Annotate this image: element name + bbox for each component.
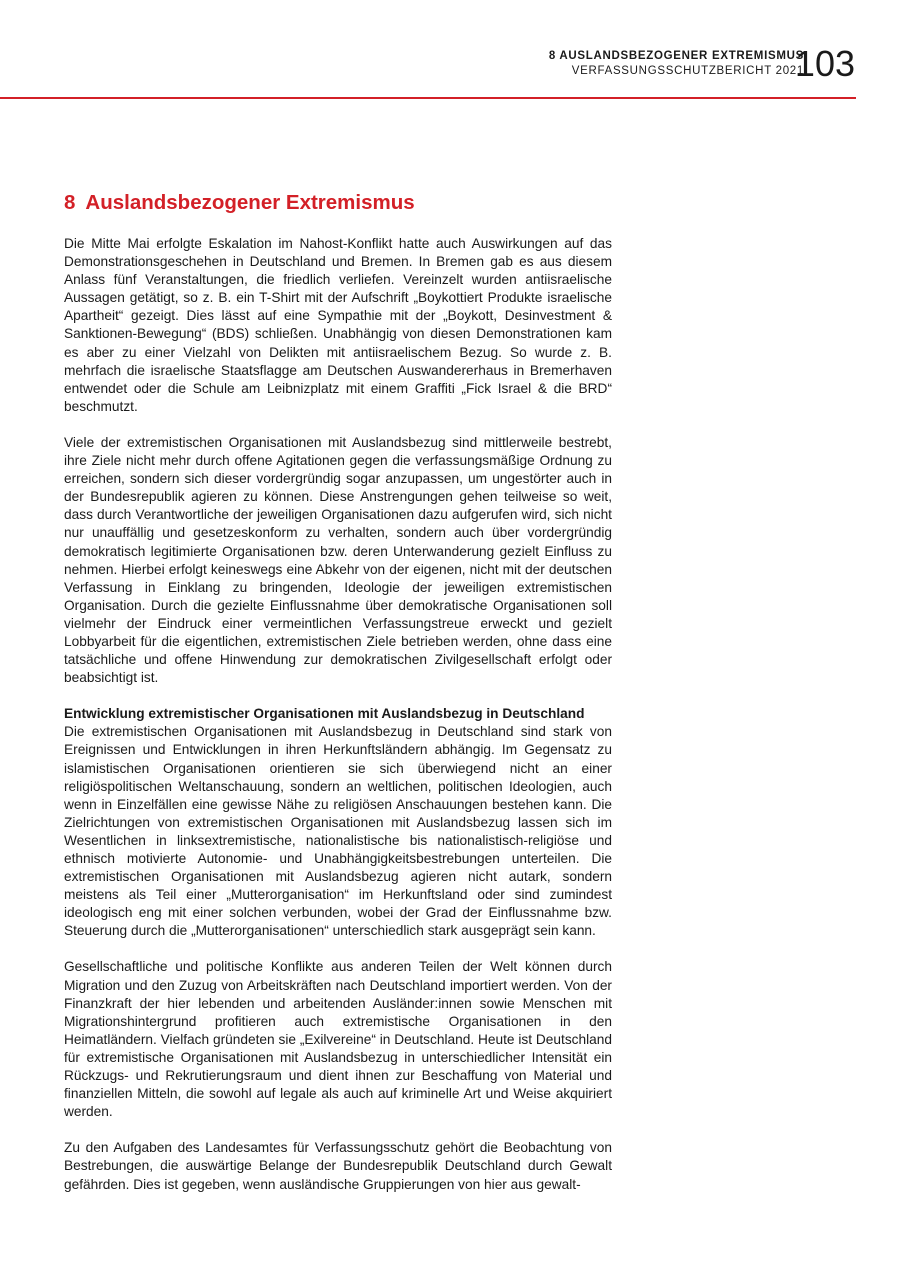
body-paragraph: Zu den Aufgaben des Landesamtes für Verfassungsschutz gehört die Beobachtung von Bestrebungen, die auswärtige Belange der Bundesrepublik Deutschland durch Gewalt gefährden. Dies ist gegeben, wenn ausländische Gruppierungen von hier aus gewalt- (64, 1140, 612, 1192)
section-number: 8 (64, 191, 76, 214)
page-header (0, 0, 900, 100)
header-report-title: VERFASSUNGSSCHUTZBERICHT 2021 (571, 65, 804, 77)
header-chapter-title: 8 AUSLANDSBEZOGENER EXTREMISMUS (548, 50, 804, 62)
running-header (549, 49, 804, 79)
header-divider (0, 97, 856, 99)
subsection-heading: Entwicklung extremistischer Organisationen mit Auslandsbezug in Deutschland (64, 706, 585, 722)
body-paragraph: Gesellschaftliche und politische Konflikte aus anderen Teilen der Welt können durch Migration und den Zuzug von Arbeitskräften nach Deutschland importiert werden. Von der Finanzkraft der hier lebenden und arbeitenden Ausländer:innen sowie Menschen mit Migrationshintergrund profitieren auch extremistische Organisationen in den Heimatländern. Vielfach gründeten sie „Exilvereine“ in Deutschland. Heute ist Deutschland für extremistische Organisationen mit Auslandsbezug in unterschiedlicher Intensität ein Rückzugs- und Rekrutierungsraum und dient ihnen zur Beschaffung von Material und finanziellen Mitteln, die sowohl auf legale als auch auf kriminelle Art und Weise akquiriert werden. (64, 959, 612, 1120)
body-paragraph: Die extremistischen Organisationen mit Auslandsbezug in Deutschland sind stark von Ereignissen und Entwicklungen in ihren Herkunftsländern abhängig. Im Gegensatz zu islamistischen Organisationen orientieren sie sich überwiegend nicht an einer religiöspolitischen Weltanschauung, sondern an weltlichen, politischen Ideologien, auch wenn in Einzelfällen eine gewisse Nähe zu religiösen Anschauungen bestehen kann. Die Zielrichtungen von extremistischen Organisationen mit Auslandsbezug lassen sich im Wesentlichen in linksextremistische, nationalistische bis nationalistisch-religiöse und ethnisch motivierte Autonomie- und Unabhängigkeitsbestrebungen unterteilen. Die extremistischen Organisationen mit Auslandsbezug agieren nicht autark, sondern meistens als Teil einer „Mutterorganisation“ im Herkunftsland oder sind zumindest ideologisch eng mit einer solchen verbunden, wobei der Grad der Einflussnahme bzw. Steuerung durch die „Mutterorganisationen“ unterschiedlich stark ausgeprägt sein kann. (64, 724, 612, 939)
body-paragraph: Viele der extremistischen Organisationen mit Auslandsbezug sind mittlerweile bestrebt, ihre Ziele nicht mehr durch offene Agitationen gegen die verfassungsmäßige Ordnung zu erreichen, sondern sich dieser vordergründig sogar anzupassen, um ungestörter auch in der Bundesrepublik agieren zu können. Diese Anstrengungen gehen teilweise so weit, dass durch Verantwortliche der jeweiligen Organisationen dazu aufgerufen wird, sich nicht nur unauffällig und gesetzeskonform zu verhalten, sondern auch über vordergründig demokratisch legitimierte Organisationen bzw. deren Unterwanderung gezielt Einfluss zu nehmen. Hierbei erfolgt keineswegs eine Abkehr von der eigenen, nicht mit der deutschen Verfassung in Einklang zu bringenden, Ideologie der jeweiligen extremistischen Organisation. Durch die gezielte Einflussnahme über demokratische Organisationen soll vielmehr der Eindruck einer vermeintlichen Verfassungstreue erweckt und gezielt Lobbyarbeit für die eigentlichen, extremistischen Ziele betrieben werden, ohne dass eine tatsächliche und offene Hinwendung zur demokratischen Zivilgesellschaft erfolgt oder beabsichtigt ist. (64, 434, 612, 686)
section-heading (64, 190, 612, 216)
section-title: Auslandsbezogener Extremismus (85, 191, 415, 214)
page-body (64, 190, 612, 1212)
body-paragraph: Die Mitte Mai erfolgte Eskalation im Nahost-Konflikt hatte auch Auswirkungen auf das Demonstrationsgeschehen in Deutschland und Bremen. In Bremen gab es aus diesem Anlass fünf Veranstaltungen, die friedlich verliefen. Vereinzelt wurden antiisraelische Aussagen getätigt, so z. B. ein T-Shirt mit der Aufschrift „Boykottiert Produkte israelische Apartheit“ gezeigt. Dies lässt auf eine Sympathie mit der „Boykott, Desinvestment & Sanktionen-Bewegung“ (BDS) schließen. Unabhängig von diesen Demonstrationen kam es aber zu einer Vielzahl von Delikten mit antiisraelischem Bezug. So wurde z. B. mehrfach die israelische Staatsflagge am Deutschen Auswandererhaus in Bremerhaven entwendet oder die Schule am Leibnizplatz mit einem Graffiti „Fick Israel & die BRD“ beschmutzt. (64, 236, 612, 414)
page-number: 103 (794, 43, 855, 84)
